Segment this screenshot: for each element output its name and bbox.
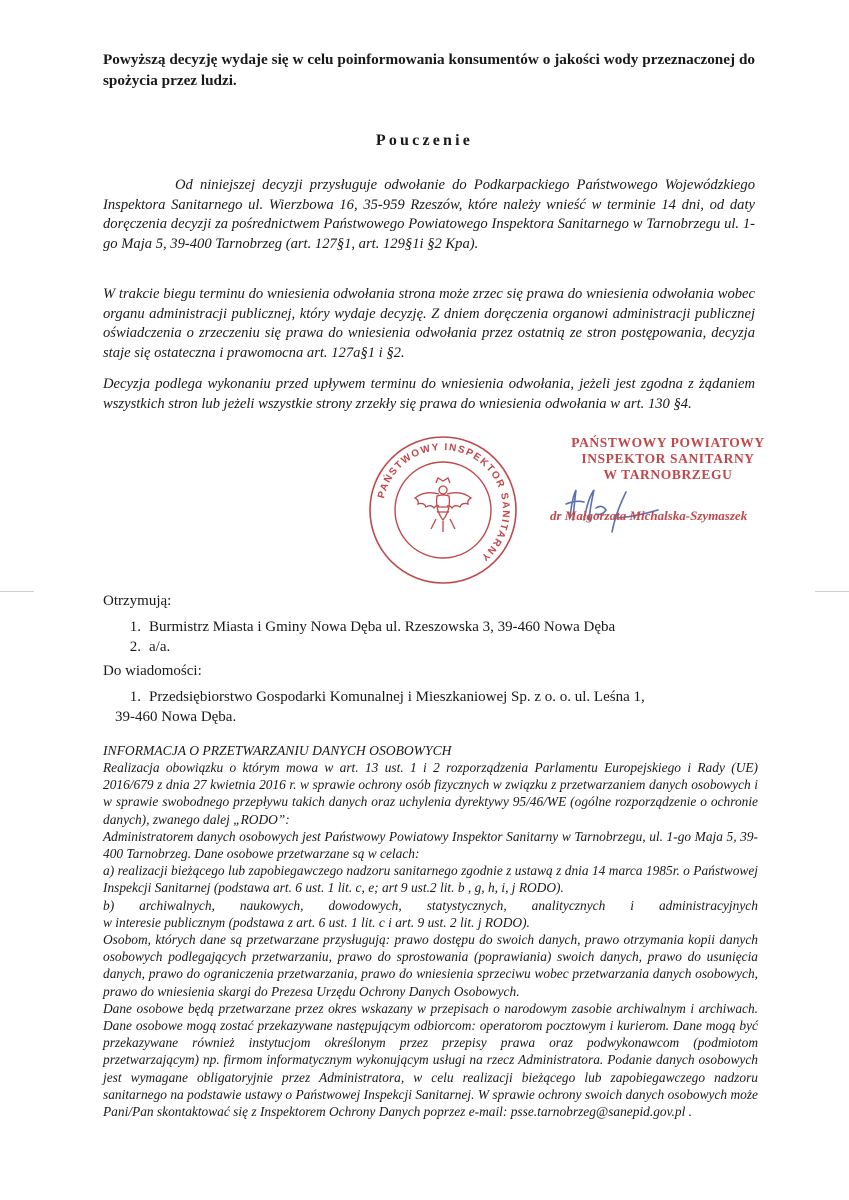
recipients-list [103,617,615,657]
administrator-info: Administratorem danych osobowych jest Państwowy Powiatowy Inspektor Sanitarny w Tarnobrzegu, ul. 1-go Maja 5, 39-400 Tarnobrzeg. Dane osobowe przetwarzane są w celach: [103,828,758,862]
purpose-b [103,897,758,914]
purpose-b-word: administracyjnych [658,897,758,913]
data-protection-title: INFORMACJA O PRZETWARZANIU DANYCH OSOBOWYCH [103,743,452,758]
list-text: Burmistrz Miasta i Gminy Nowa Dęba ul. Rzeszowska 3, 39-460 Nowa Dęba [149,619,616,635]
fold-mark-left [0,591,34,592]
list-item [103,637,615,657]
inspector-stamp-line: PAŃSTWOWY POWIATOWY [571,435,765,450]
handwritten-signature [556,478,676,536]
purpose-b-word: b) [103,897,115,913]
recipients-label: Otrzymują: [103,593,172,609]
official-round-stamp [366,433,520,587]
purpose-b-word: analitycznych [531,897,606,913]
eagle-emblem-icon [415,478,471,532]
list-item [103,617,615,637]
purpose-a: a) realizacji bieżącego lub zapobiegawczego nadzoru sanitarnego zgodnie z ustawą z dnia 14 marca 1985r. o Państwowej Inspekcji Sanitarnej (podstawa art. 6 ust. 1 lit. c, e; art 9 ust.2 lit. b , g, h, i, j RODO). [103,863,758,896]
fold-mark-right [815,591,849,592]
list-text: a/a. [149,639,171,655]
data-protection-body [103,759,758,1120]
purpose-b-word: dowodowych, [328,897,402,913]
purpose-b-word: archiwalnych, [139,897,215,913]
inspector-stamp [548,435,788,483]
execution-paragraph: Decyzja podlega wykonaniu przed upływem terminu do wniesienia odwołania, jeżeli jest zgodna z żądaniem wszystkich stron lub jeżeli wszystkie strony zrzekły się prawa do wniesienia odwołania w art. 130 §4. [103,376,755,412]
list-item-continuation: 39-460 Nowa Dęba. [115,709,237,725]
inspector-stamp-line: W TARNOBRZEGU [603,467,733,482]
list-number: 1. [129,619,141,635]
list-number: 2. [129,639,141,655]
signer-name-stamp: dr Małgorzata Michalska-Szymaszek [550,508,748,523]
waiver-paragraph: W trakcie biegu terminu do wniesienia odwołania strona może zrzec się prawa do wniesienia odwołania wobec organu administracji publicznej, który wydaje decyzję. Z dniem doręczenia organowi administracji publicznej oświadczenia o zrzeczeniu się prawa do wniesienia odwołania przez ostatnią ze stron postępowania, decyzja staje się ostateczna i prawomocna art. 127a§1 i §2. [103,286,755,361]
purpose-b-word: i [630,897,634,913]
inspector-stamp-line: INSPEKTOR SANITARNY [581,451,755,466]
intro-text: Powyższą decyzję wydaje się w celu poinformowania konsumentów o jakości wody przeznaczonej do spożycia przez ludzi. [103,51,755,89]
purpose-b-word: naukowych, [239,897,304,913]
list-text: Przedsiębiorstwo Gospodarki Komunalnej i Mieszkaniowej Sp. z o. o. ul. Leśna 1, [149,689,645,705]
stamp-ring-text: PAŃSTWOWY INSPEKTOR SANITARNY [376,441,512,564]
list-item [103,687,723,707]
purpose-b-word: statystycznych, [426,897,507,913]
list-number: 1. [129,689,141,705]
appeal-paragraph: Od niniejszej decyzji przysługuje odwołanie do Podkarpackiego Państwowego Wojewódzkiego Inspektora Sanitarnego ul. Wierzbowa 16, 35-959 Rzeszów, które należy wnieść w terminie 14 dni, od daty doręczenia decyzji za pośrednictwem Państwowego Powiatowego Inspektora Sanitarnego w Tarnobrzegu ul. 1-go Maja 5, 39-400 Tarnobrzeg (art. 127§1, art. 129§1i §2 Kpa). [103,177,755,252]
data-subject-rights: Osobom, których dane są przetwarzane przysługują: prawo dostępu do swoich danych, prawo otrzymania kopii danych osobowych podlegających przetwarzaniu, prawo do sprostowania (poprawiania) swoich danych, prawo do usunięcia danych, prawo do ograniczenia przetwarzania, prawo do wniesienia sprzeciwu wobec przetwarzania danych osobowych, prawo do wniesienia skargi do Prezesa Urzędu Ochrony Danych Osobowych. [103,932,758,999]
retention-and-contact: Dane osobowe będą przetwarzane przez okres wskazany w przepisach o narodowym zasobie archiwalnym i archiwach. Dane osobowe mogą zostać przekazywane następującym odbiorcom: operatorom pocztowym i kurierom. Dane mogą być przekazywane również instytucjom określonym przez przepisy prawa oraz podwykonawcom (podmiotom przetwarzającym) np. firmom informatycznym wykonującym usługi na rzecz Administratora. Podanie danych osobowych jest wymagane obligatoryjnie przez Administratora, w celu realizacji bieżącego lub zapobiegawczego nadzoru sanitarnego na podstawie ustawy o Państwowej Inspekcji Sanitarnej. W sprawie ochrony swoich danych osobowych może Pani/Pan skontaktować się z Inspektorem Ochrony Danych poprzez e-mail: psse.tarnobrzeg@sanepid.gov.pl . [103,1000,758,1120]
notice-label: Do wiadomości: [103,663,202,679]
purpose-b-continuation: w interesie publicznym (podstawa z art. 6 ust. 1 lit. c i art. 9 ust. 2 lit. j RODO). [103,914,530,930]
rodo-intro: Realizacja obowiązku o którym mowa w art. 13 ust. 1 i 2 rozporządzenia Parlamentu Europejskiego i Rady (UE) 2016/679 z dnia 27 kwietnia 2016 r. w sprawie ochrony osób fizycznych w związku z przetwarzaniem danych osobowych i w sprawie swobodnego przepływu takich danych oraz uchylenia dyrektywy 95/46/WE (ogólne rozporządzenie o ochronie danych), zwanego dalej „RODO”: [103,760,758,827]
notice-list [103,687,723,727]
section-heading: Pouczenie [375,132,474,149]
